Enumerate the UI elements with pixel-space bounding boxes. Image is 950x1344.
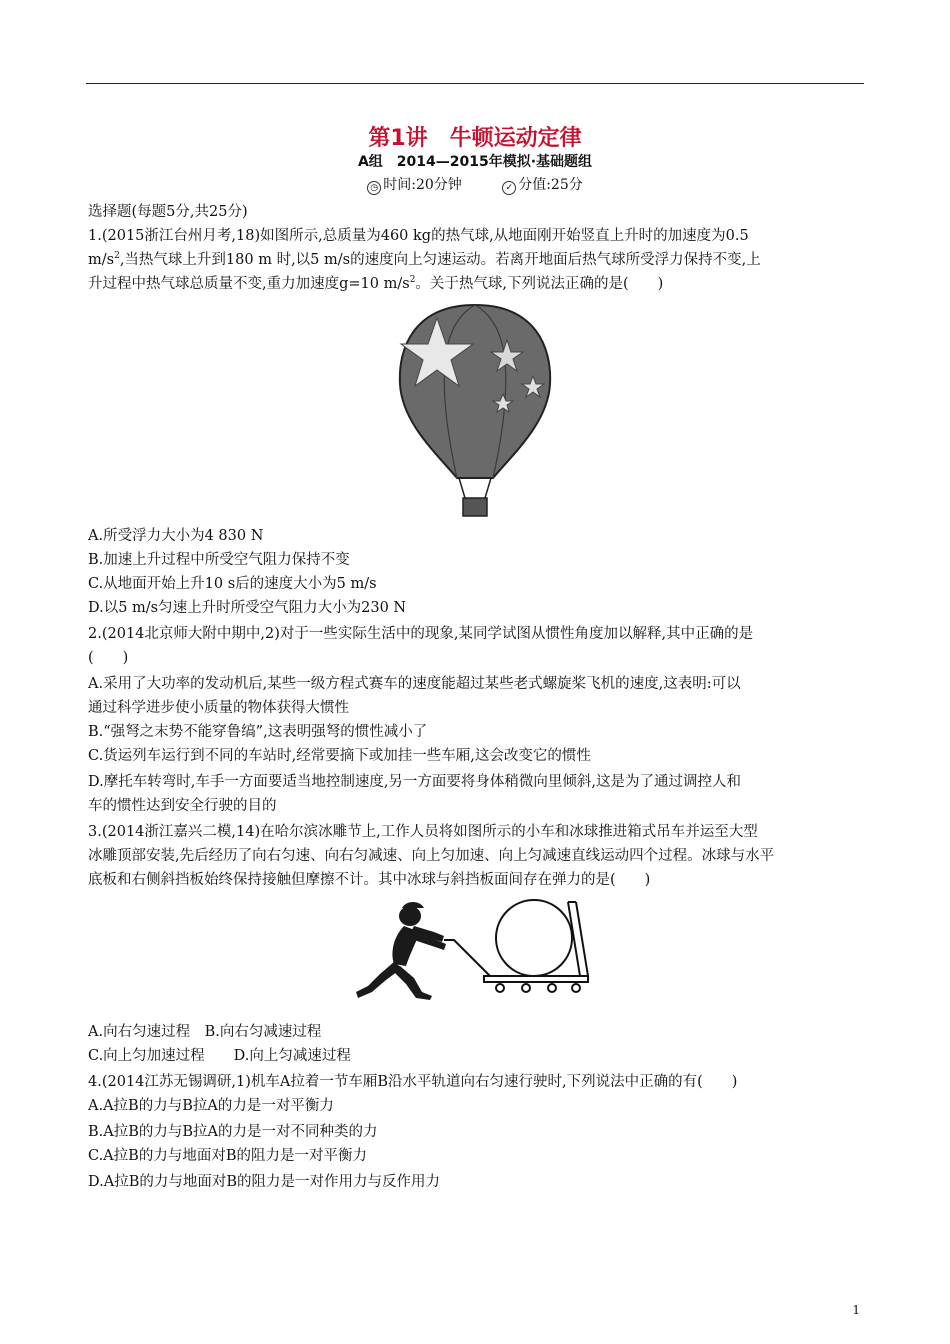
q3-options-row: A.向右匀速过程 B.向右匀减速过程 xyxy=(88,1024,322,1040)
q1-option: A.所受浮力大小为4 830 N xyxy=(88,528,264,544)
q2-option: D.摩托车转弯时,车手一方面要适当地控制速度,另一方面要将身体稍微向里倾斜,这是为了通过调控人和 xyxy=(88,774,742,790)
q4-option: B.A拉B的力与B拉A的力是一对不同种类的力 xyxy=(88,1124,378,1140)
q2-option: B.“强弩之末势不能穿鲁缟”,这表明强弩的惯性减小了 xyxy=(88,724,428,740)
header-rule xyxy=(86,83,864,84)
time-label: 时间:20分钟 xyxy=(383,177,462,193)
clock-icon: ◷ xyxy=(367,181,381,195)
q1-option: C.从地面开始上升10 s后的速度大小为5 m/s xyxy=(88,576,377,592)
q2-option: C.货运列车运行到不同的车站时,经常要摘下或加挂一些车厢,这会改变它的惯性 xyxy=(88,748,591,764)
q4-stem-line: 4.(2014江苏无锡调研,1)机车A拉着一节车厢B沿水平轨道向右匀速行驶时,下列说法中正确的有( ) xyxy=(88,1074,738,1090)
q3-stem-line: 3.(2014浙江嘉兴二模,14)在哈尔滨冰雕节上,工作人员将如图所示的小车和冰球推进箱式吊车并运至大型 xyxy=(88,824,758,840)
q2-option-continued: 车的惯性达到安全行驶的目的 xyxy=(88,798,277,814)
q4-option: A.A拉B的力与B拉A的力是一对平衡力 xyxy=(88,1098,334,1114)
q1-stem-line: $m/s^2$,当热气球上升到180 m 时,以5 m/s的速度向上匀速运动。若离开地面后热气球所受浮力保持不变,上 xyxy=(88,251,761,268)
q4-option: D.A拉B的力与地面对B的阻力是一对作用力与反作用力 xyxy=(88,1174,440,1190)
check-icon: ✓ xyxy=(502,181,516,195)
page-subtitle: A组 2014—2015年模拟·基础题组 xyxy=(357,154,593,170)
q2-option: A.采用了大功率的发动机后,某些一级方程式赛车的速度能超过某些老式螺旋桨飞机的速度,这表明:可以 xyxy=(88,676,741,692)
q1-option: D.以5 m/s匀速上升时所受空气阻力大小为230 N xyxy=(88,600,407,616)
q2-stem-line: 2.(2014北京师大附中期中,2)对于一些实际生活中的现象,某同学试图从惯性角度加以解释,其中正确的是 xyxy=(88,626,754,642)
score-label: 分值:25分 xyxy=(518,177,583,193)
page-number: 1 xyxy=(852,1303,860,1317)
q1-stem-line: 1.(2015浙江台州月考,18)如图所示,总质量为460 kg的热气球,从地面刚开始竖直上升时的加速度为0.5 xyxy=(88,228,749,244)
q3-stem-line: 冰雕顶部安装,先后经历了向右匀速、向右匀减速、向上匀加速、向上匀减速直线运动四个过程。冰球与水平 xyxy=(88,848,775,864)
section-heading: 选择题(每题5分,共25分) xyxy=(88,204,248,220)
cart-and-ice-ball-figure xyxy=(350,896,600,1008)
q1-stem-line: 升过程中热气球总质量不变,重力加速度g=10 $m/s^2$。关于热气球,下列说法正确的是( ) xyxy=(88,275,664,292)
score-info xyxy=(502,177,583,193)
hot-air-balloon-figure xyxy=(395,302,555,520)
time-info xyxy=(367,177,462,193)
q2-option-continued: 通过科学进步使小质量的物体获得大惯性 xyxy=(88,700,349,716)
page-title: 第1讲 牛顿运动定律 xyxy=(368,126,582,151)
q1-option: B.加速上升过程中所受空气阻力保持不变 xyxy=(88,552,350,568)
q3-options-row: C.向上匀加速过程 D.向上匀减速过程 xyxy=(88,1048,351,1064)
q3-stem-line: 底板和右侧斜挡板始终保持接触但摩擦不计。其中冰球与斜挡板面间存在弹力的是( ) xyxy=(88,872,651,888)
meta-info xyxy=(0,174,950,195)
q4-option: C.A拉B的力与地面对B的阻力是一对平衡力 xyxy=(88,1148,367,1164)
q2-stem-line: ( ) xyxy=(88,650,129,666)
